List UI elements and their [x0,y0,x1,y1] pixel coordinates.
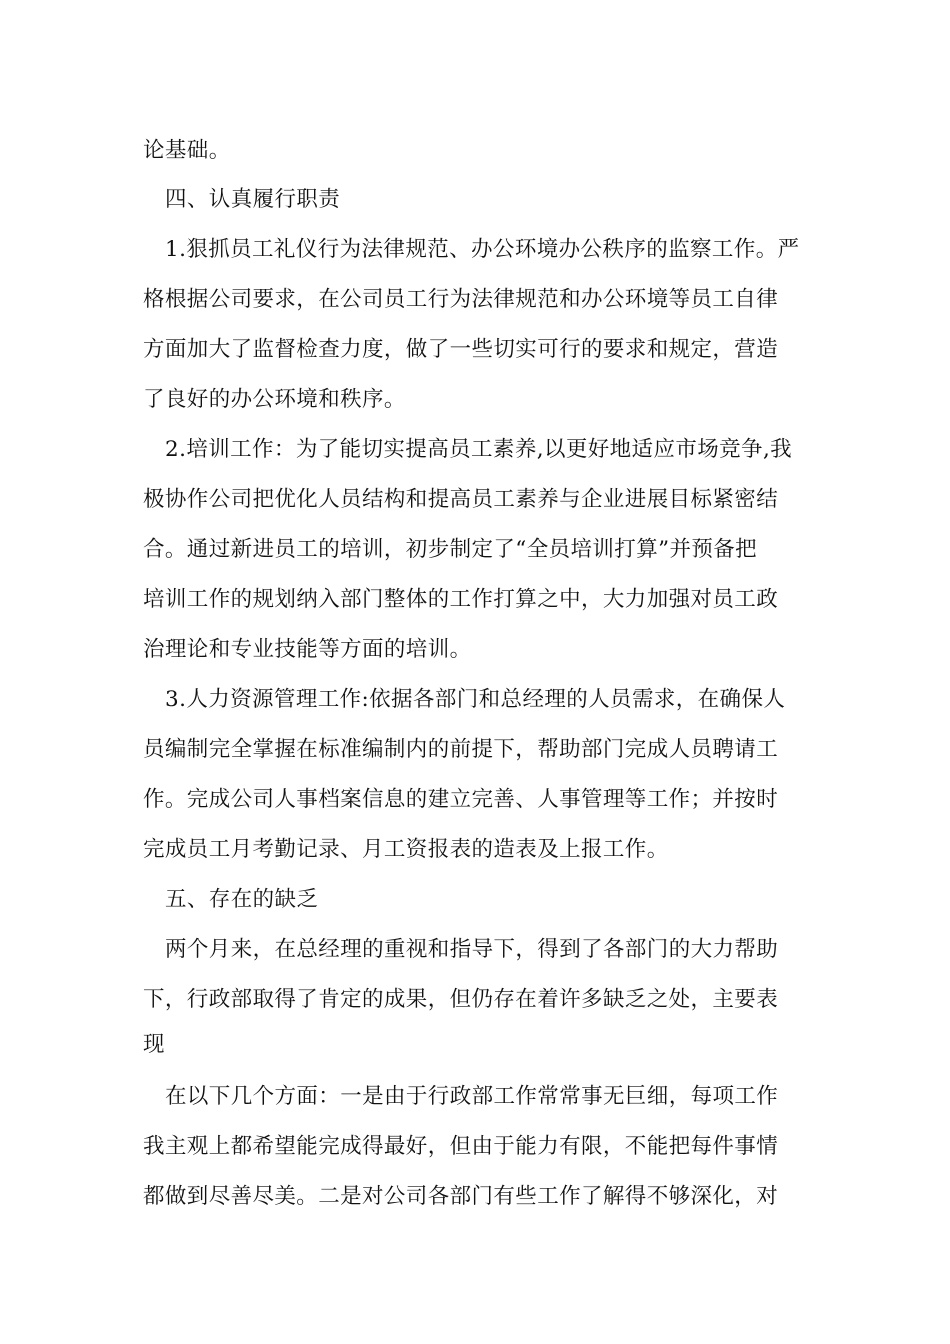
text-line: 论基础。 [143,138,231,163]
text-line: 都做到尽善尽美。二是对公司各部门有些工作了解得不够深化，对 [143,1184,779,1209]
text-line: 格根据公司要求，在公司员工行为法律规范和办公环境等员工自律 [143,287,779,312]
text-line: 方面加大了监督检查力度，做了一些切实可行的要求和规定，营造 [143,337,779,362]
section-heading: 四、认真履行职责 [165,187,341,212]
text-line: 现 [143,1032,165,1057]
text-line: 培训工作的规划纳入部门整体的工作打算之中，大力加强对员工政 [143,587,779,612]
text-line: 两个月来，在总经理的重视和指导下，得到了各部门的大力帮助 [165,937,779,962]
text-line: 员编制完全掌握在标准编制内的前提下，帮助部门完成人员聘请工 [143,737,779,762]
text-line: 3.人力资源管理工作:依据各部门和总经理的人员需求，在确保人 [165,687,786,712]
section-heading: 五、存在的缺乏 [165,887,319,912]
text-line: 合。通过新进员工的培训，初步制定了“全员培训打算”并预备把 [143,537,758,562]
text-line: 我主观上都希望能完成得最好，但由于能力有限，不能把每件事情 [143,1134,779,1159]
text-line: 治理论和专业技能等方面的培训。 [143,637,472,662]
text-line: 2.培训工作：为了能切实提高员工素养,以更好地适应市场竞争,我 [165,437,793,462]
text-line: 在以下几个方面：一是由于行政部工作常常事无巨细，每项工作 [165,1084,779,1109]
text-line: 下，行政部取得了肯定的成果，但仍存在着许多缺乏之处，主要表 [143,987,779,1012]
text-line: 完成员工月考勤记录、月工资报表的造表及上报工作。 [143,837,669,862]
text-line: 作。完成公司人事档案信息的建立完善、人事管理等工作；并按时 [143,787,779,812]
text-line: 1.狠抓员工礼仪行为法律规范、办公环境办公秩序的监察工作。严 [165,237,800,262]
text-line: 极协作公司把优化人员结构和提高员工素养与企业进展目标紧密结 [143,487,779,512]
text-line: 了良好的办公环境和秩序。 [143,387,406,412]
